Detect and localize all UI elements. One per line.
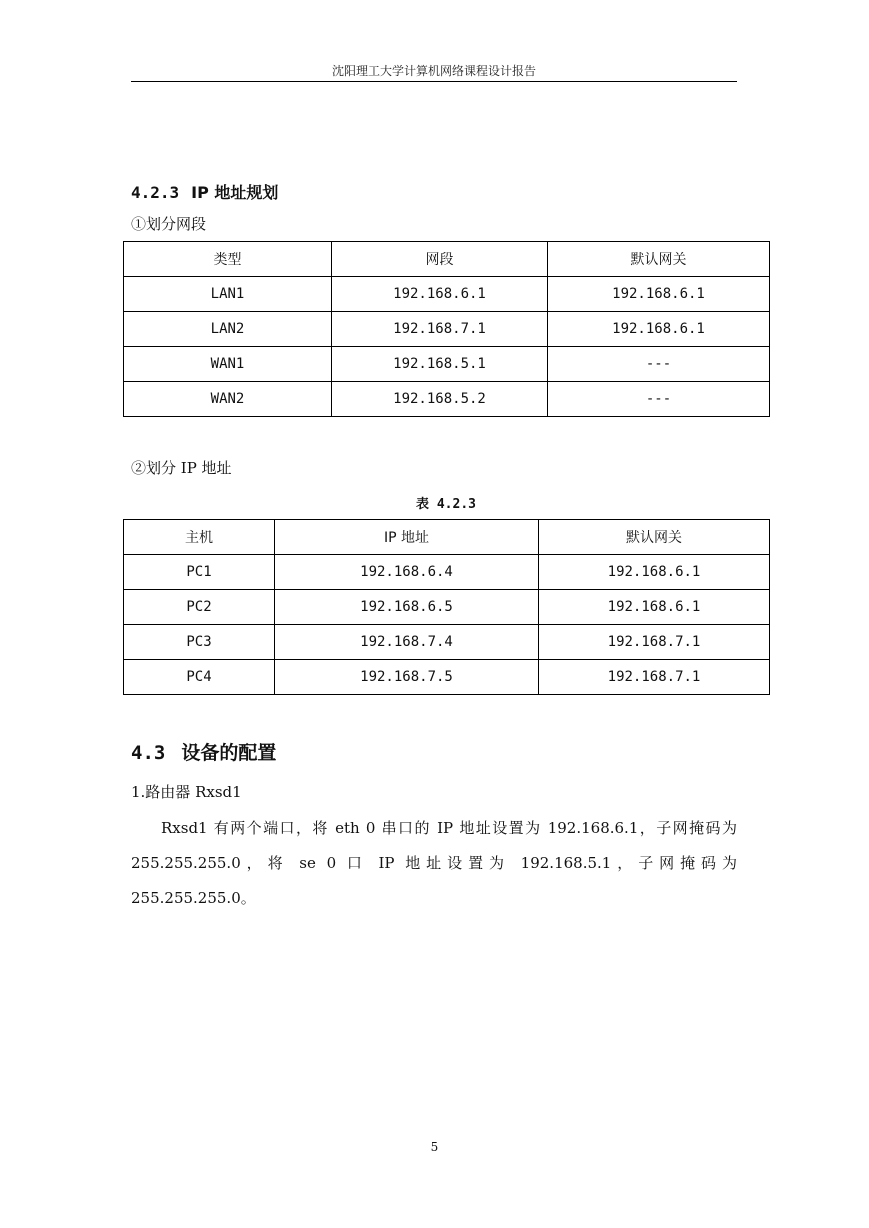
table-cell: 192.168.7.1 (332, 312, 548, 347)
item-label-router: 1.路由器 Rxsd1 (131, 783, 242, 801)
header-cell: 默认网关 (539, 520, 770, 555)
host-ip-table (123, 519, 770, 695)
section-number: 4.3 (131, 742, 166, 764)
table-cell: 192.168.6.1 (539, 555, 770, 590)
table-row (124, 555, 770, 590)
table-cell: 192.168.7.4 (275, 625, 539, 660)
section-title: IP 地址规划 (191, 183, 279, 202)
table-cell: 192.168.7.5 (275, 660, 539, 695)
table-row (124, 382, 770, 417)
table-row (124, 590, 770, 625)
table-row (124, 312, 770, 347)
subsection-label-network-segments: ①划分网段 (131, 215, 207, 233)
table-cell: PC2 (124, 590, 275, 625)
table-cell: --- (548, 347, 770, 382)
table-cell: 192.168.5.2 (332, 382, 548, 417)
table-row (124, 625, 770, 660)
table-header-row (124, 520, 770, 555)
table-cell: PC3 (124, 625, 275, 660)
table-cell: 192.168.6.1 (548, 277, 770, 312)
table-cell: 192.168.6.4 (275, 555, 539, 590)
header-rule (131, 81, 737, 82)
section-heading-4-2-3 (131, 180, 278, 203)
section-title: 设备的配置 (181, 742, 277, 764)
subsection-label-ip-addresses: ②划分 IP 地址 (131, 459, 232, 477)
header-cell: 默认网关 (548, 242, 770, 277)
section-number: 4.2.3 (131, 183, 180, 202)
table-cell: 192.168.7.1 (539, 625, 770, 660)
table-cell: 192.168.5.1 (332, 347, 548, 382)
table-cell: 192.168.6.1 (332, 277, 548, 312)
page-number: 5 (430, 1140, 439, 1154)
table-row (124, 347, 770, 382)
table-cell: 192.168.7.1 (539, 660, 770, 695)
table-cell: WAN2 (124, 382, 332, 417)
table-header-row (124, 242, 770, 277)
table-cell: LAN2 (124, 312, 332, 347)
body-paragraph: Rxsd1 有两个端口，将 eth 0 串口的 IP 地址设置为 192.168.6.1，子网掩码为 255.255.255.0，将 se 0 口 IP 地址设置为 192.168.5.1，子网掩码为 255.255.255.0。 (131, 819, 737, 907)
table-cell: 192.168.6.1 (539, 590, 770, 625)
header-cell: 主机 (124, 520, 275, 555)
table-cell: PC1 (124, 555, 275, 590)
table-cell: LAN1 (124, 277, 332, 312)
table-cell: WAN1 (124, 347, 332, 382)
segment-table (123, 241, 770, 417)
table-caption: 表 4.2.3 (416, 497, 476, 512)
table-cell: 192.168.6.5 (275, 590, 539, 625)
header-cell: 网段 (332, 242, 548, 277)
header-cell: IP 地址 (275, 520, 539, 555)
table-cell: --- (548, 382, 770, 417)
table-cell: 192.168.6.1 (548, 312, 770, 347)
table-row (124, 660, 770, 695)
section-heading-4-3 (131, 738, 276, 765)
table-row (124, 277, 770, 312)
header-cell: 类型 (124, 242, 332, 277)
table-cell: PC4 (124, 660, 275, 695)
page-header: 沈阳理工大学计算机网络课程设计报告 (331, 64, 536, 78)
